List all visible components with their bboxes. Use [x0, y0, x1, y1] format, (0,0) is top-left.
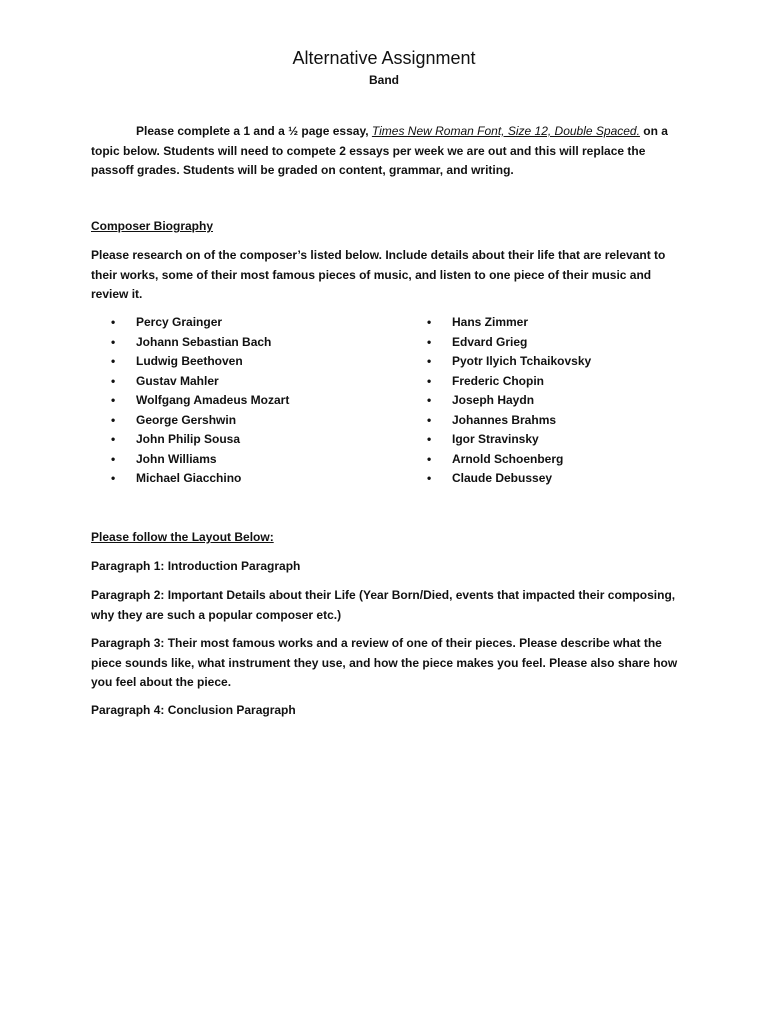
bullet-icon: •: [427, 334, 432, 349]
composer-name: Ludwig Beethoven: [136, 354, 243, 368]
composer-name: Percy Grainger: [136, 315, 223, 329]
composer-list-right: [407, 313, 591, 489]
document-subtitle: Band: [369, 73, 399, 87]
composer-instructions: Please research on of the composer’s listed below. Include details about their life that are relevant to their works, some of their most famous pieces of music, and listen to one piece of their music and review it.: [91, 248, 666, 301]
composer-name: Michael Giacchino: [136, 471, 242, 485]
composer-list-item: [91, 411, 289, 431]
composer-list-item: [91, 450, 289, 470]
composer-name: Igor Stravinsky: [452, 432, 539, 446]
intro-text-start: Please complete a 1 and a ½ page essay,: [136, 124, 372, 138]
composer-name: Frederic Chopin: [452, 373, 545, 388]
composer-name: John Williams: [136, 451, 217, 466]
composer-list-item: [407, 372, 591, 392]
composer-name: Hans Zimmer: [452, 315, 529, 329]
composer-list-item: [407, 469, 591, 489]
composer-list-item: [407, 391, 591, 411]
paragraph-4-instruction: Paragraph 4: Conclusion Paragraph: [91, 703, 296, 717]
composer-name: Claude Debussey: [452, 471, 553, 485]
bullet-icon: •: [427, 373, 432, 388]
paragraph-2-instruction: Paragraph 2: Important Details about their Life (Year Born/Died, events that impacted their composing, why they are such a popular composer etc.): [91, 588, 676, 622]
composer-list-item: [91, 313, 289, 333]
bullet-icon: •: [427, 315, 432, 329]
composer-list-item: [91, 430, 289, 450]
bullet-icon: •: [427, 393, 432, 407]
composer-name: Pyotr Ilyich Tchaikovsky: [452, 354, 592, 368]
composer-name: Gustav Mahler: [136, 373, 219, 388]
composer-name: John Philip Sousa: [136, 432, 241, 446]
bullet-icon: •: [111, 432, 116, 446]
composer-list-item: [91, 469, 289, 489]
bullet-icon: •: [111, 373, 116, 388]
paragraph-1-instruction: Paragraph 1: Introduction Paragraph: [91, 559, 301, 573]
paragraph-3-instruction: Paragraph 3: Their most famous works and a review of one of their pieces. Please describe what the piece sounds like, what instrument they use, and how the piece makes you feel. Please also share how you feel about the piece.: [91, 636, 678, 689]
composer-list-item: [407, 450, 591, 470]
composer-biography-heading: Composer Biography: [91, 219, 214, 233]
composer-list-item: [91, 372, 289, 392]
bullet-icon: •: [111, 412, 116, 427]
intro-text-end: on a topic below. Students will need to compete 2 essays per week we are out and this will replace the passoff grades. Students will be graded on content, grammar, and writing.: [91, 124, 668, 177]
bullet-icon: •: [111, 354, 116, 368]
bullet-icon: •: [427, 412, 432, 427]
composer-list-item: [407, 313, 591, 333]
bullet-icon: •: [111, 451, 116, 466]
composer-name: Johann Sebastian Bach: [136, 334, 272, 349]
bullet-icon: •: [111, 471, 116, 485]
composer-name: Arnold Schoenberg: [452, 451, 564, 466]
bullet-icon: •: [427, 432, 432, 446]
format-requirements: Times New Roman Font, Size 12, Double Spaced.: [371, 124, 640, 138]
bullet-icon: •: [427, 471, 432, 485]
document-title: Alternative Assignment: [292, 48, 476, 68]
composer-name: Joseph Haydn: [452, 393, 535, 407]
composer-name: Edvard Grieg: [452, 334, 528, 349]
composer-list-item: [407, 411, 591, 431]
bullet-icon: •: [427, 451, 432, 466]
composer-list-item: [407, 352, 591, 372]
composer-name: Wolfgang Amadeus Mozart: [136, 393, 290, 407]
bullet-icon: •: [427, 354, 432, 368]
composer-list-item: [91, 391, 289, 411]
composer-list-left: [91, 313, 289, 489]
composer-list-item: [407, 430, 591, 450]
composer-name: George Gershwin: [136, 412, 237, 427]
bullet-icon: •: [111, 315, 116, 329]
bullet-icon: •: [111, 393, 116, 407]
composer-list-item: [91, 352, 289, 372]
intro-paragraph: [91, 122, 681, 181]
composer-name: Johannes Brahms: [452, 412, 557, 427]
composer-list-item: [91, 333, 289, 353]
layout-heading: Please follow the Layout Below:: [91, 530, 274, 544]
composer-list-item: [407, 333, 591, 353]
bullet-icon: •: [111, 334, 116, 349]
